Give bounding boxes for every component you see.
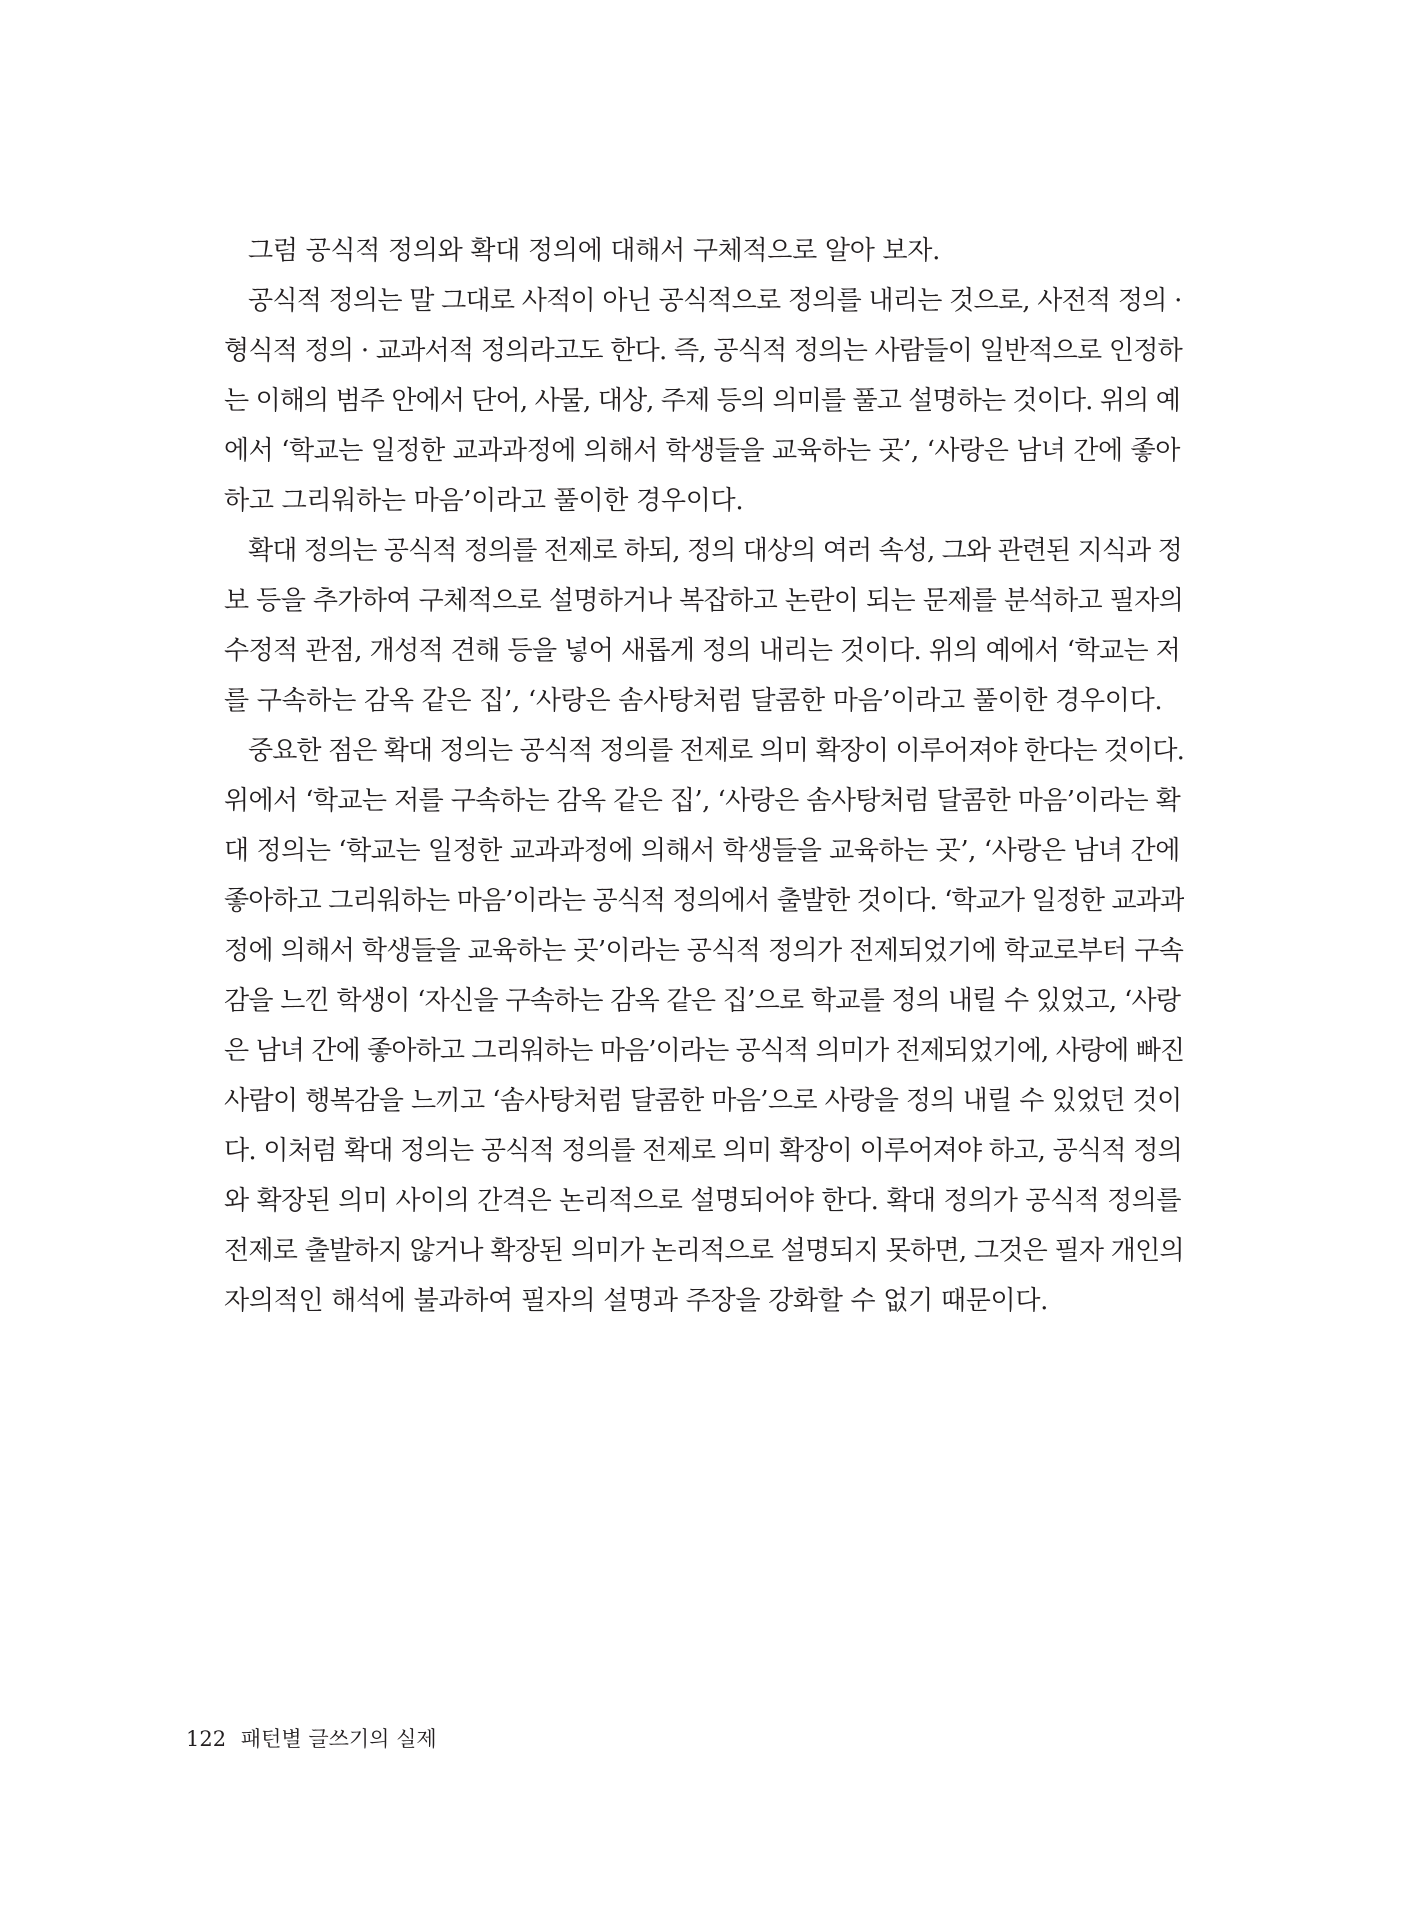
paragraph-4-line-11: 전제로 출발하지 않거나 확장된 의미가 논리적으로 설명되지 못하면, 그것은 필자 개인의 — [224, 1236, 1184, 1266]
paragraph-2-line-1: 공식적 정의는 말 그대로 사적이 아닌 공식적으로 정의를 내리는 것으로, 사전적 정의 · — [248, 286, 1182, 316]
page-footer — [186, 1724, 437, 1754]
paragraph-4-line-12: 자의적인 해석에 불과하여 필자의 설명과 주장을 강화할 수 없기 때문이다. — [224, 1286, 1049, 1316]
paragraph-4-line-1: 중요한 점은 확대 정의는 공식적 정의를 전제로 의미 확장이 이루어져야 한다는 것이다. — [248, 736, 1184, 766]
paragraph-4-line-2: 위에서 ‘학교는 저를 구속하는 감옥 같은 집’, ‘사랑은 솜사탕처럼 달콤한 마음’이라는 확 — [224, 786, 1181, 816]
paragraph-4-line-8: 사람이 행복감을 느끼고 ‘솜사탕처럼 달콤한 마음’으로 사랑을 정의 내릴 수 있었던 것이 — [224, 1086, 1182, 1116]
paragraph-2-line-5: 하고 그리워하는 마음’이라고 풀이한 경우이다. — [224, 486, 744, 516]
paragraph-2-line-3: 는 이해의 범주 안에서 단어, 사물, 대상, 주제 등의 의미를 풀고 설명하는 것이다. 위의 예 — [224, 386, 1180, 416]
paragraph-4-line-9: 다. 이처럼 확대 정의는 공식적 정의를 전제로 의미 확장이 이루어져야 하고, 공식적 정의 — [224, 1136, 1183, 1166]
paragraph-2-line-2: 형식적 정의 · 교과서적 정의라고도 한다. 즉, 공식적 정의는 사람들이 일반적으로 인정하 — [224, 336, 1183, 366]
paragraph-3-line-2: 보 등을 추가하여 구체적으로 설명하거나 복잡하고 논란이 되는 문제를 분석하고 필자의 — [224, 586, 1184, 616]
paragraph-4-line-3: 대 정의는 ‘학교는 일정한 교과과정에 의해서 학생들을 교육하는 곳’, ‘사랑은 남녀 간에 — [224, 836, 1180, 866]
paragraph-1-line-1: 그럼 공식적 정의와 확대 정의에 대해서 구체적으로 알아 보자. — [248, 236, 941, 266]
paragraph-4-line-7: 은 남녀 간에 좋아하고 그리워하는 마음’이라는 공식적 의미가 전제되었기에, 사랑에 빠진 — [224, 1036, 1184, 1066]
paragraph-3-line-1: 확대 정의는 공식적 정의를 전제로 하되, 정의 대상의 여러 속성, 그와 관련된 지식과 정 — [248, 536, 1182, 566]
paragraph-4-line-6: 감을 느낀 학생이 ‘자신을 구속하는 감옥 같은 집’으로 학교를 정의 내릴 수 있었고, ‘사랑 — [224, 986, 1181, 1016]
paragraph-4-line-5: 정에 의해서 학생들을 교육하는 곳’이라는 공식적 정의가 전제되었기에 학교로부터 구속 — [224, 936, 1184, 966]
paragraph-2-line-4: 에서 ‘학교는 일정한 교과과정에 의해서 학생들을 교육하는 곳’, ‘사랑은 남녀 간에 좋아 — [224, 436, 1180, 466]
paragraph-3-line-3: 수정적 관점, 개성적 견해 등을 넣어 새롭게 정의 내리는 것이다. 위의 예에서 ‘학교는 저 — [224, 636, 1181, 666]
running-title: 패턴별 글쓰기의 실제 — [240, 1727, 437, 1751]
paragraph-3-line-4: 를 구속하는 감옥 같은 집’, ‘사랑은 솜사탕처럼 달콤한 마음’이라고 풀이한 경우이다. — [224, 686, 1163, 716]
paragraph-4-line-10: 와 확장된 의미 사이의 간격은 논리적으로 설명되어야 한다. 확대 정의가 공식적 정의를 — [224, 1186, 1182, 1216]
body-text — [224, 226, 1184, 1326]
page-number: 122 — [186, 1727, 227, 1751]
paragraph-4-line-4: 좋아하고 그리워하는 마음’이라는 공식적 정의에서 출발한 것이다. ‘학교가 일정한 교과과 — [224, 886, 1184, 916]
